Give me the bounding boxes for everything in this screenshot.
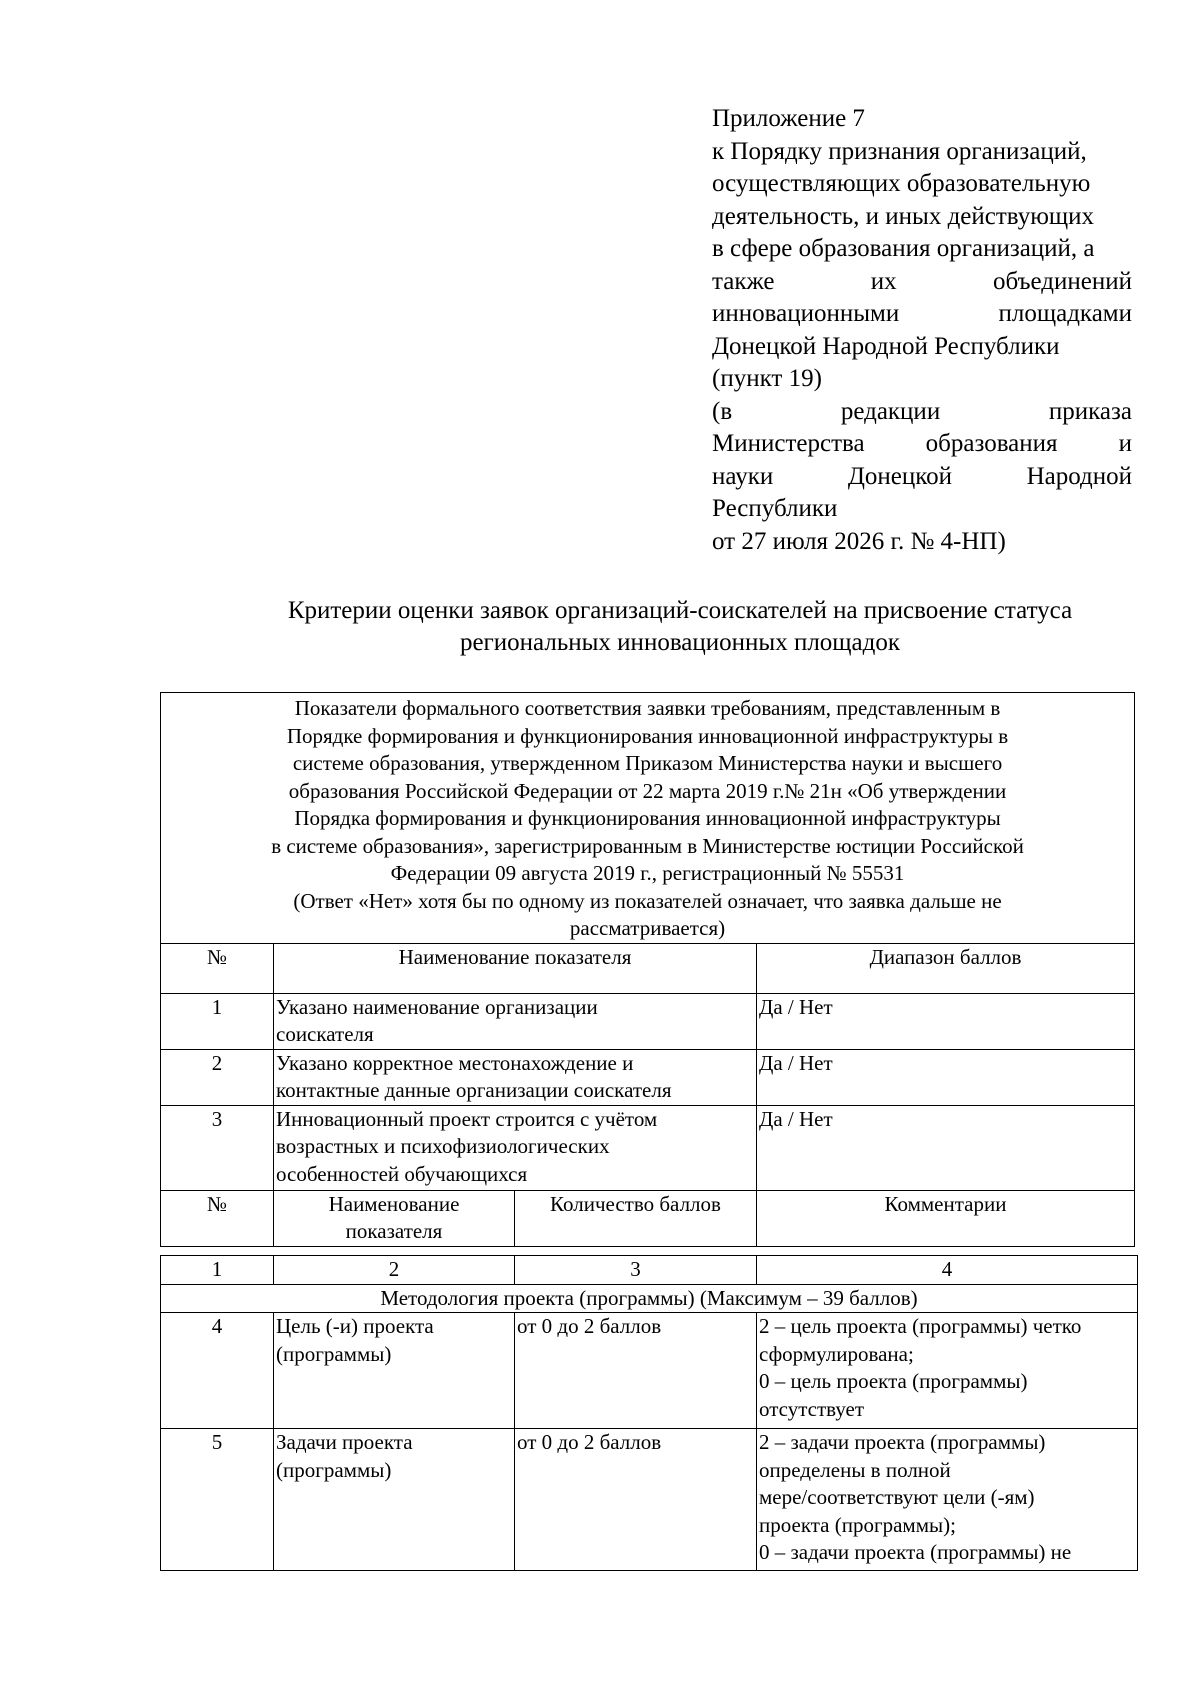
word: площадками [998,300,1132,327]
row-score: от 0 до 2 баллов [515,1313,757,1429]
row-comment [757,1429,1138,1571]
header-line: Порядке формирования и функционирования инновационной инфраструктуры в [286,723,1009,748]
header-line: (Ответ «Нет» хотя бы по одному из показателей означает, что заявка дальше не [293,888,1002,913]
row-name-line: особенностей обучающихся [276,1161,528,1186]
row-score: от 0 до 2 баллов [515,1429,757,1571]
document-title [210,595,1150,659]
word: редакции [840,397,941,425]
table-row [161,1313,1138,1429]
col-header-name: Наименование показателя [274,943,757,993]
row-comment-line: 2 – задачи проекта (программы) [759,1430,1046,1454]
word: и [1118,430,1132,457]
word: приказа [1048,397,1132,425]
row-name [274,1313,515,1429]
word: также [712,267,775,295]
table-row [161,993,1135,1049]
header-line: Порядка формирования и функционирования инновационной инфраструктуры [294,806,1001,830]
appendix-line: Приложение 7 [712,105,865,132]
row-comment [757,1313,1138,1429]
appendix-line: в сфере образования организаций, а [712,235,1095,262]
section-title: Методология проекта (программы) (Максимум – 39 баллов) [161,1284,1138,1313]
row-comment-line: определены в полной [759,1457,951,1482]
appendix-line: к Порядку признания организаций, [712,137,1087,165]
title-line: Критерии оценки заявок организаций-соискателей на присвоение статуса [287,597,1073,624]
methodology-criteria-table [160,1255,1138,1571]
row-name [274,993,757,1049]
appendix-line-justified [712,298,1132,331]
row-comment-line: проекта (программы); [759,1512,956,1537]
row-range: Да / Нет [757,1049,1135,1105]
col-number: 2 [274,1256,515,1285]
word: объединений [992,267,1132,295]
row-name [274,1429,515,1571]
row-comment-line: отсутствует [759,1396,865,1421]
header-line: рассматривается) [569,916,726,940]
row-num: 5 [161,1429,274,1571]
column-header-row-2 [161,1190,1135,1246]
row-name-line: соискателя [276,1022,374,1046]
appendix-line: Донецкой Народной Республики [712,332,1060,360]
table-row [161,1429,1138,1571]
appendix-line: Республики [712,495,838,522]
row-name [274,1049,757,1105]
header-line: в системе образования», зарегистрированным в Министерстве юстиции Российской [271,833,1024,858]
row-name [274,1105,757,1190]
appendix-heading [712,103,1132,558]
row-num: 3 [161,1105,274,1190]
table-header-row [161,693,1135,944]
word: Народной [1026,462,1132,490]
appendix-line-justified [712,428,1132,461]
row-comment-line: 2 – цель проекта (программы) четко [759,1314,1082,1338]
row-range: Да / Нет [757,1105,1135,1190]
table-row [161,1049,1135,1105]
formal-criteria-table [160,692,1135,1247]
header-line: образования Российской Федерации от 22 марта 2019 г.№ 21н «Об утверждении [288,778,1007,803]
row-comment-line: 0 – цель проекта (программы) [759,1369,1028,1393]
col-number: 1 [161,1256,274,1285]
row-num: 2 [161,1049,274,1105]
section-row [161,1284,1138,1313]
word: образования [925,430,1058,457]
row-name-line: контактные данные организации соискателя [276,1078,672,1102]
appendix-line: (пункт 19) [712,365,822,392]
row-name-line: Инновационный проект строится с учётом [276,1106,658,1131]
formal-criteria-header [161,693,1135,944]
col-header-comment: Комментарии [757,1190,1135,1246]
appendix-line-justified [712,461,1132,494]
appendix-line: осуществляющих образовательную [712,170,1091,197]
title-line: региональных инновационных площадок [459,629,901,656]
col-number: 3 [515,1256,757,1285]
table-row [161,1105,1135,1190]
word: науки [712,462,774,490]
col-header-name-line: Наименование [328,1191,460,1216]
row-comment-line: 0 – задачи проекта (программы) не [759,1540,1072,1564]
appendix-line-justified [712,266,1132,299]
header-line: Показатели формального соответствия заявки требованиям, представленным в [294,696,1001,720]
row-comment-line: мере/соответствуют цели (-ям) [759,1485,1035,1509]
col-number: 4 [757,1256,1138,1285]
row-num: 1 [161,993,274,1049]
appendix-line-justified [712,396,1132,429]
appendix-line: деятельность, и иных действующих [712,202,1095,230]
row-name-line: Указано корректное местонахождение и [276,1050,634,1075]
header-line: системе образования, утвержденном Приказом Министерства науки и высшего [292,751,1003,775]
word: (в [712,397,733,425]
appendix-line: от 27 июля 2026 г. № 4-НП) [712,527,1006,555]
row-name-line: (программы) [276,1341,392,1366]
col-header-num: № [161,1190,274,1246]
col-header-num: № [161,943,274,993]
word: Министерства [712,430,865,457]
numbering-row [161,1256,1138,1285]
row-num: 4 [161,1313,274,1429]
col-header-range: Диапазон баллов [757,943,1135,993]
column-header-row [161,943,1135,993]
row-name-line: (программы) [276,1457,392,1482]
col-header-name [274,1190,515,1246]
row-range: Да / Нет [757,993,1135,1049]
row-name-line: Указано наименование организации [276,994,598,1019]
row-name-line: Задачи проекта [276,1430,413,1454]
row-comment-line: сформулирована; [759,1341,914,1366]
word: Донецкой [847,462,952,490]
col-header-score: Количество баллов [515,1190,757,1246]
word: инновационными [712,300,900,327]
row-name-line: возрастных и психофизиологических [276,1134,610,1158]
row-name-line: Цель (-и) проекта [276,1314,434,1338]
header-line: Федерации 09 августа 2019 г., регистрационный № 55531 [390,861,905,885]
word: их [870,267,897,295]
col-header-name-line: показателя [345,1219,443,1243]
